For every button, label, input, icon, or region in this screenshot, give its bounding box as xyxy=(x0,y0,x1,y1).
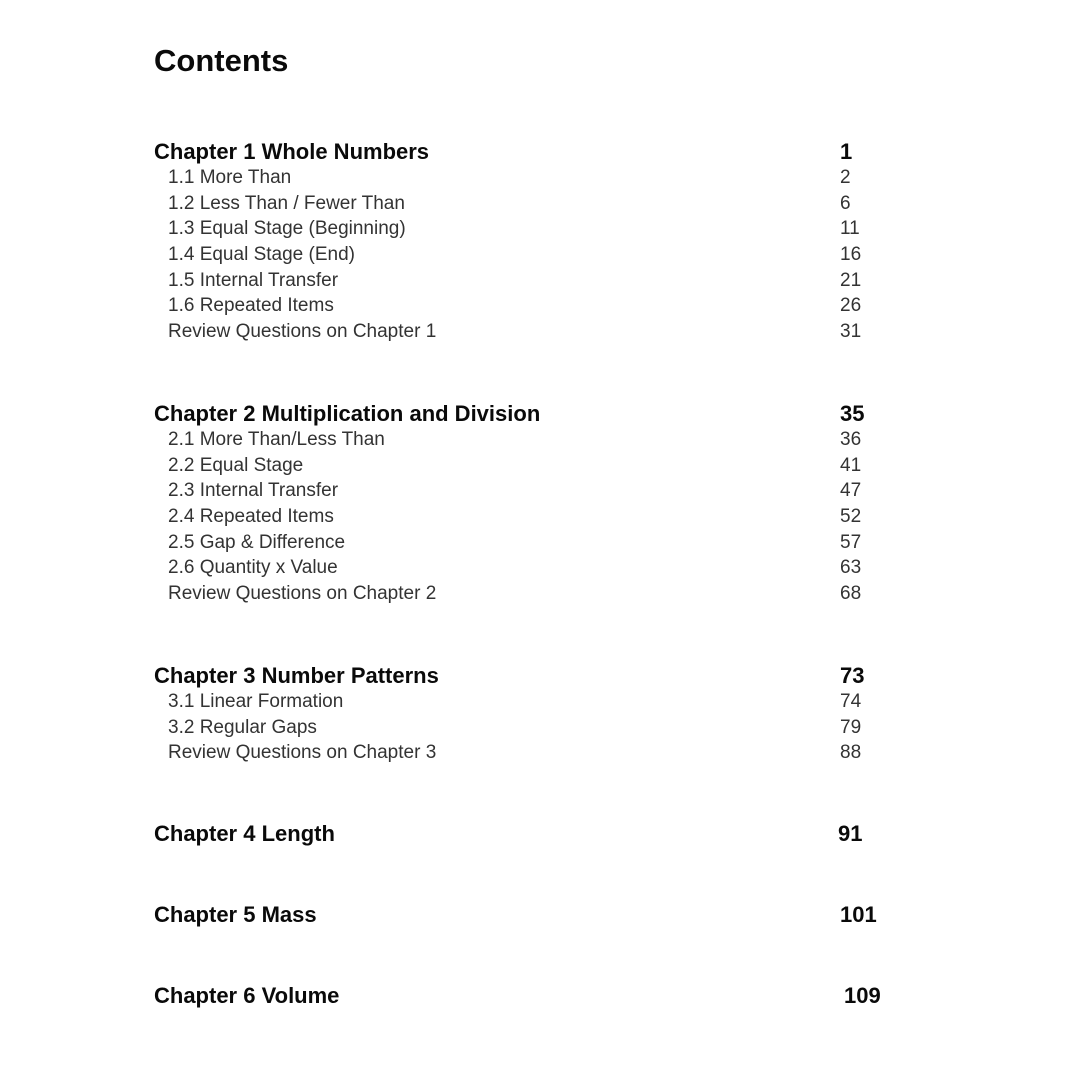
chapter-3 xyxy=(154,663,914,768)
section-title: 2.5 Gap & Difference xyxy=(168,531,346,553)
section-page-number: 21 xyxy=(840,269,862,291)
chapter-1 xyxy=(154,139,914,347)
section-row xyxy=(154,532,914,558)
section-page-number: 41 xyxy=(840,454,862,476)
section-title: 1.6 Repeated Items xyxy=(168,295,334,317)
section-row xyxy=(154,691,914,717)
chapter-page-number: 35 xyxy=(840,401,865,426)
chapter-title: Chapter 4 Length xyxy=(154,821,335,846)
section-title: 2.6 Quantity x Value xyxy=(168,557,338,579)
section-page-number: 52 xyxy=(840,506,862,528)
chapter-title: Chapter 2 Multiplication and Division xyxy=(154,401,541,426)
chapter-2 xyxy=(154,401,914,609)
section-title: 2.3 Internal Transfer xyxy=(168,480,339,502)
section-page-number: 6 xyxy=(840,192,851,214)
chapter-4 xyxy=(154,821,914,849)
section-row xyxy=(154,193,914,219)
chapter-5 xyxy=(154,902,914,930)
section-page-number: 57 xyxy=(840,531,862,553)
section-title: 1.3 Equal Stage (Beginning) xyxy=(168,218,406,240)
section-title: 1.2 Less Than / Fewer Than xyxy=(168,192,405,214)
section-title: 1.1 More Than xyxy=(168,167,292,188)
section-row xyxy=(154,429,914,455)
chapter-title: Chapter 5 Mass xyxy=(154,902,317,927)
section-title: 3.1 Linear Formation xyxy=(168,691,344,712)
chapter-title: Chapter 6 Volume xyxy=(154,983,340,1008)
section-row xyxy=(154,167,914,193)
chapter-page-number: 91 xyxy=(838,821,863,846)
section-row xyxy=(154,557,914,583)
chapter-row xyxy=(154,663,914,691)
review-questions-title: Review Questions on Chapter 1 xyxy=(168,321,437,343)
section-row xyxy=(154,270,914,296)
section-page-number: 36 xyxy=(840,429,862,450)
section-row xyxy=(154,218,914,244)
chapter-row xyxy=(154,821,914,849)
section-row xyxy=(154,295,914,321)
section-row xyxy=(154,717,914,743)
section-page-number: 31 xyxy=(840,321,862,343)
section-title: 1.5 Internal Transfer xyxy=(168,269,339,291)
section-page-number: 16 xyxy=(840,244,862,266)
section-row xyxy=(154,583,914,609)
chapter-title: Chapter 3 Number Patterns xyxy=(154,663,439,688)
section-page-number: 11 xyxy=(840,218,860,240)
section-row xyxy=(154,480,914,506)
section-page-number: 26 xyxy=(840,295,862,317)
chapter-row xyxy=(154,902,914,930)
chapter-row xyxy=(154,139,914,167)
chapter-page-number: 109 xyxy=(844,983,881,1008)
section-page-number: 88 xyxy=(840,742,862,764)
chapter-page-number: 73 xyxy=(840,663,865,688)
section-title: 3.2 Regular Gaps xyxy=(168,716,317,738)
section-row xyxy=(154,742,914,768)
chapter-row xyxy=(154,401,914,429)
section-row xyxy=(154,455,914,481)
section-page-number: 79 xyxy=(840,716,862,738)
chapter-page-number: 101 xyxy=(840,902,877,927)
section-row xyxy=(154,506,914,532)
review-questions-title: Review Questions on Chapter 3 xyxy=(168,742,437,764)
page-title: Contents xyxy=(154,43,289,78)
review-questions-title: Review Questions on Chapter 2 xyxy=(168,583,437,605)
section-page-number: 63 xyxy=(840,557,862,579)
chapter-title: Chapter 1 Whole Numbers xyxy=(154,139,430,164)
section-title: 2.2 Equal Stage xyxy=(168,454,304,476)
chapter-page-number: 1 xyxy=(840,139,853,164)
section-page-number: 68 xyxy=(840,583,862,605)
section-page-number: 2 xyxy=(840,167,851,188)
section-title: 1.4 Equal Stage (End) xyxy=(168,244,355,266)
section-title: 2.4 Repeated Items xyxy=(168,506,334,528)
chapter-6 xyxy=(154,983,914,1011)
section-title: 2.1 More Than/Less Than xyxy=(168,429,385,450)
chapter-row xyxy=(154,983,914,1011)
section-page-number: 74 xyxy=(840,691,862,712)
section-row xyxy=(154,321,914,347)
section-row xyxy=(154,244,914,270)
section-page-number: 47 xyxy=(840,480,862,502)
